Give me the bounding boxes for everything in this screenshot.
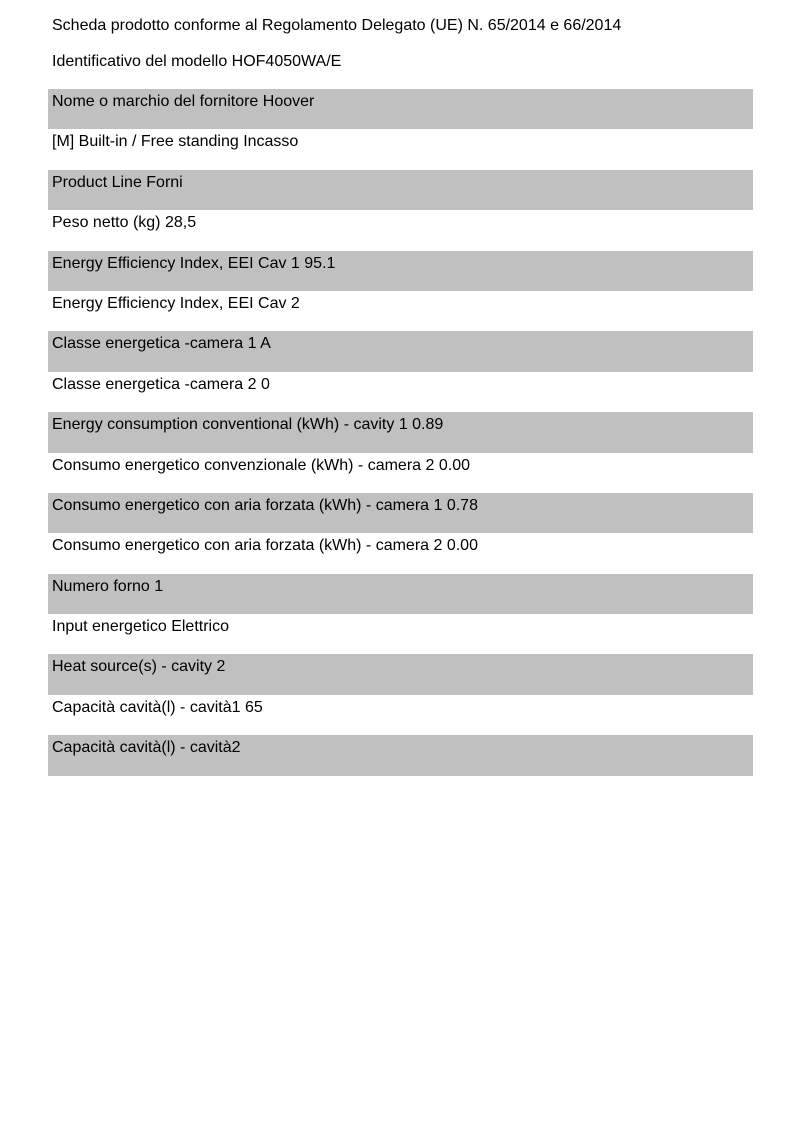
row-energy-class-2: Classe energetica -camera 2 0	[52, 375, 270, 393]
row-capacity-cavity-1: Capacità cavità(l) - cavità1 65	[52, 698, 263, 716]
row-installation: [M] Built-in / Free standing Incasso	[52, 133, 299, 151]
row-supplier: Nome o marchio del fornitore Hoover	[48, 89, 753, 129]
row-eei-cavity-1: Energy Efficiency Index, EEI Cav 1 95.1	[48, 251, 753, 291]
product-fiche	[48, 0, 753, 776]
row-capacity-cavity-2: Capacità cavità(l) - cavità2	[48, 735, 753, 775]
row-conventional-consumption-1: Energy consumption conventional (kWh) - cavity 1 0.89	[48, 412, 753, 452]
row-forced-air-consumption-2: Consumo energetico con aria forzata (kWh) - camera 2 0.00	[52, 537, 478, 555]
row-net-weight: Peso netto (kg) 28,5	[52, 214, 197, 232]
row-energy-input: Input energetico Elettrico	[52, 618, 229, 636]
row-product-line: Product Line Forni	[48, 170, 753, 210]
row-forced-air-consumption-1: Consumo energetico con aria forzata (kWh) - camera 1 0.78	[48, 493, 753, 533]
row-eei-cavity-2: Energy Efficiency Index, EEI Cav 2	[52, 294, 300, 312]
document-title: Scheda prodotto conforme al Regolamento Delegato (UE) N. 65/2014 e 66/2014	[52, 17, 622, 34]
row-oven-count: Numero forno 1	[48, 574, 753, 614]
model-identifier: Identificativo del modello HOF4050WA/E	[52, 53, 342, 70]
row-energy-class-1: Classe energetica -camera 1 A	[48, 331, 753, 371]
row-conventional-consumption-2: Consumo energetico convenzionale (kWh) - camera 2 0.00	[52, 456, 470, 474]
row-heat-source-cavity-2: Heat source(s) - cavity 2	[48, 654, 753, 694]
